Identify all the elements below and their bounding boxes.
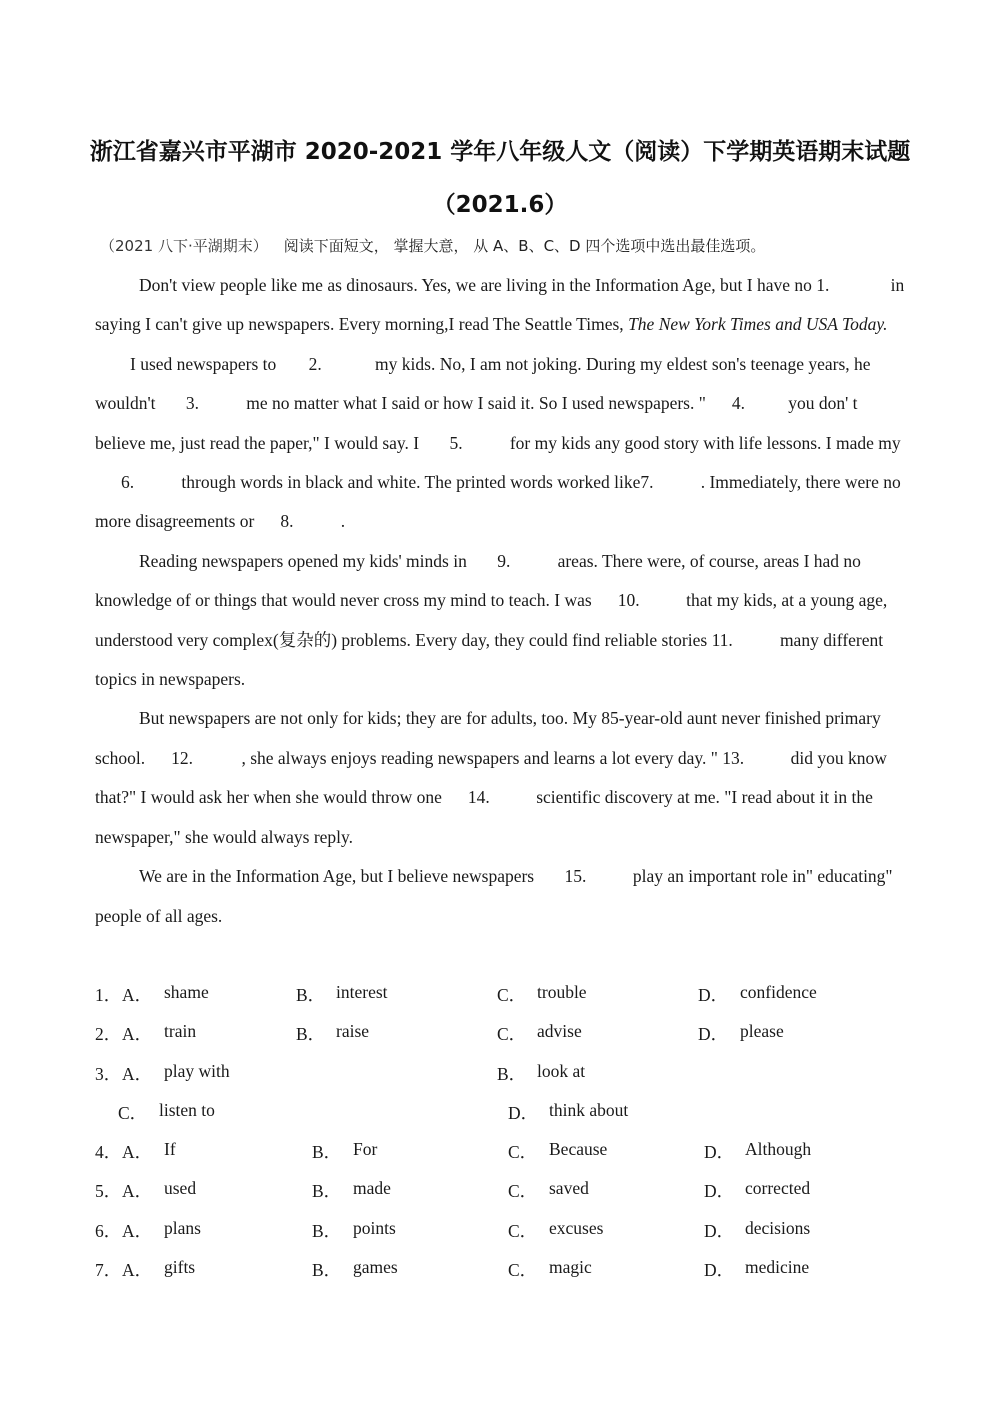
passage-text: play an important role in" educating" people of all ages. <box>95 866 893 926</box>
passage-text: Don't view people like me as dinosaurs. Yes, we are living in the Information Age, but I have no <box>139 275 812 295</box>
option-b-label: B． <box>312 1220 342 1241</box>
passage-text: you don' t believe me, just read the paper," I would say. I <box>95 393 858 453</box>
question-row-7 <box>95 1249 915 1288</box>
option-a-text: plans <box>164 1217 201 1238</box>
option-c-label: C． <box>508 1181 538 1202</box>
passage-text: . Immediately, there were no more disagreements or <box>95 472 901 532</box>
passage-text: We are in the Information Age, but I believe newspapers <box>139 866 535 887</box>
option-c-text: Because <box>549 1139 608 1160</box>
option-d-label: D． <box>704 1181 735 1202</box>
option-a-label: A． <box>122 1142 153 1163</box>
paragraph-5 <box>95 857 905 936</box>
option-a-text: used <box>164 1178 197 1199</box>
option-b-label: B． <box>312 1142 342 1163</box>
passage-text: through words in black and white. The printed words worked like <box>181 472 641 493</box>
blank-2: 2. <box>308 353 322 374</box>
question-row-2 <box>95 1013 915 1052</box>
option-b-text: For <box>353 1139 378 1160</box>
option-b-label: B． <box>497 1063 527 1084</box>
option-b-text: points <box>353 1217 396 1238</box>
question-number: 1． <box>95 985 122 1005</box>
option-b-text: interest <box>336 982 388 1002</box>
paragraph-3 <box>95 542 905 700</box>
option-c-label: C． <box>508 1220 538 1241</box>
blank-3: 3. <box>185 393 200 414</box>
option-d-text: think about <box>549 1099 629 1120</box>
option-a-label: A． <box>122 1260 153 1281</box>
option-b-text: raise <box>336 1021 370 1042</box>
question-row-5 <box>95 1170 915 1209</box>
passage-text: for my kids any good story with life lessons. I made my <box>509 432 901 453</box>
question-row-3 <box>95 1053 915 1092</box>
passage-text: I used newspapers to <box>130 353 277 374</box>
instruction <box>100 235 920 256</box>
option-a-label: A． <box>122 1063 153 1084</box>
blank-9: 9. <box>497 550 511 571</box>
option-b-label: B． <box>312 1260 342 1281</box>
option-b-label: B． <box>296 985 326 1005</box>
passage-text: areas. There were, of course, areas I had no knowledge of or things that would never cross my mind to teach. I was <box>95 550 861 611</box>
question-number: 4． <box>95 1142 122 1163</box>
blank-11: 11. <box>711 629 733 650</box>
blank-4: 4. <box>731 393 746 414</box>
instruction-text: 阅读下面短文， 掌握大意， 从 A、B、C、D 四个选项中选出最佳选项。 <box>283 237 766 255</box>
option-a-text: If <box>164 1139 176 1160</box>
option-b-label: B． <box>312 1181 342 1202</box>
passage-text: me no matter what I said or how I said it. So I used newspapers. " <box>246 393 706 414</box>
blank-7: 7. <box>640 472 654 493</box>
option-c-text: magic <box>549 1257 592 1278</box>
option-a-label: A． <box>122 1024 153 1045</box>
blank-1: 1. <box>816 275 830 295</box>
option-d-label: D． <box>704 1260 735 1281</box>
option-b-label: B． <box>296 1024 326 1045</box>
option-c-label: C． <box>497 985 527 1005</box>
passage-text: my kids. No, I am not joking. During my eldest son's teenage years, he wouldn't <box>95 353 871 414</box>
option-d-text: medicine <box>745 1257 810 1278</box>
option-b-text: look at <box>537 1060 586 1081</box>
reading-passage <box>95 266 905 936</box>
question-row-3-cont <box>95 1092 915 1131</box>
exam-title: 浙江省嘉兴市平湖市 2020-2021 学年八年级人文（阅读）下学期英语期末试题 <box>89 139 911 165</box>
instruction-source: （2021 八下·平湖期末） <box>100 237 268 255</box>
paragraph-2 <box>95 345 905 542</box>
passage-text: did you know that?" I would ask her when she would throw one <box>95 747 887 808</box>
blank-5: 5. <box>449 432 463 453</box>
option-d-text: please <box>740 1021 784 1042</box>
passage-text: But newspapers are not only for kids; they are for adults, too. My 85-year-old aunt never finished primary school. <box>95 708 881 768</box>
option-c-label: C． <box>508 1142 538 1163</box>
option-d-text: corrected <box>745 1178 811 1199</box>
question-row-6 <box>95 1210 915 1249</box>
option-a-label: A． <box>122 985 153 1005</box>
blank-15: 15. <box>564 866 587 887</box>
option-b-text: made <box>353 1178 391 1199</box>
paragraph-1 <box>95 266 905 345</box>
question-row-1 <box>95 974 915 1013</box>
passage-text-italic: The New York Times and USA Today. <box>628 314 888 335</box>
option-a-label: A． <box>122 1181 153 1202</box>
option-d-text: Although <box>745 1139 812 1160</box>
question-row-4 <box>95 1131 915 1170</box>
blank-10: 10. <box>617 590 640 611</box>
option-d-label: D． <box>508 1102 539 1123</box>
passage-text: that my kids, at a young age, understood very complex(复杂的) problems. Every day, they could find reliable stories <box>95 590 888 650</box>
blank-12: 12. <box>171 747 193 768</box>
option-c-text: trouble <box>537 982 587 1002</box>
blank-14: 14. <box>467 787 490 808</box>
blank-13: 13. <box>722 747 745 768</box>
passage-text: , she always enjoys reading newspapers and learns a lot every day. " <box>241 747 718 768</box>
question-number: 5． <box>95 1181 122 1202</box>
option-c-label: C． <box>497 1024 527 1045</box>
question-number: 2． <box>95 1024 122 1045</box>
option-d-label: D． <box>698 1024 729 1045</box>
question-number: 7． <box>95 1260 122 1281</box>
option-a-text: play with <box>164 1060 230 1081</box>
option-d-label: D． <box>704 1220 735 1241</box>
option-c-text: advise <box>537 1021 582 1042</box>
option-a-text: shame <box>164 982 209 1002</box>
passage-text: in saying I can't give up newspapers. Every morning,I read The Seattle Times, <box>95 275 905 335</box>
option-c-text: listen to <box>159 1099 215 1120</box>
option-a-text: gifts <box>164 1257 196 1278</box>
option-d-text: confidence <box>740 982 817 1002</box>
passage-text: many different topics in newspapers. <box>95 629 884 690</box>
option-a-label: A． <box>122 1220 153 1241</box>
passage-text: Reading newspapers opened my kids' minds in <box>139 550 467 571</box>
blank-8: 8. <box>280 511 294 532</box>
answer-options <box>95 974 915 1288</box>
exam-date: （2021.6） <box>432 192 568 218</box>
question-number: 6． <box>95 1220 122 1241</box>
option-b-text: games <box>353 1257 398 1278</box>
option-a-text: train <box>164 1021 197 1042</box>
paragraph-4 <box>95 699 905 857</box>
blank-6: 6. <box>121 472 135 493</box>
option-d-text: decisions <box>745 1217 811 1238</box>
passage-text: scientific discovery at me. "I read about it in the newspaper," she would always reply. <box>95 787 873 847</box>
option-c-text: excuses <box>549 1217 604 1238</box>
option-c-text: saved <box>549 1178 589 1199</box>
option-d-label: D． <box>698 985 729 1005</box>
option-c-label: C． <box>508 1260 538 1281</box>
option-c-label: C． <box>118 1102 148 1123</box>
option-d-label: D． <box>704 1142 735 1163</box>
passage-text: . <box>340 511 346 532</box>
question-number: 3． <box>95 1063 122 1084</box>
